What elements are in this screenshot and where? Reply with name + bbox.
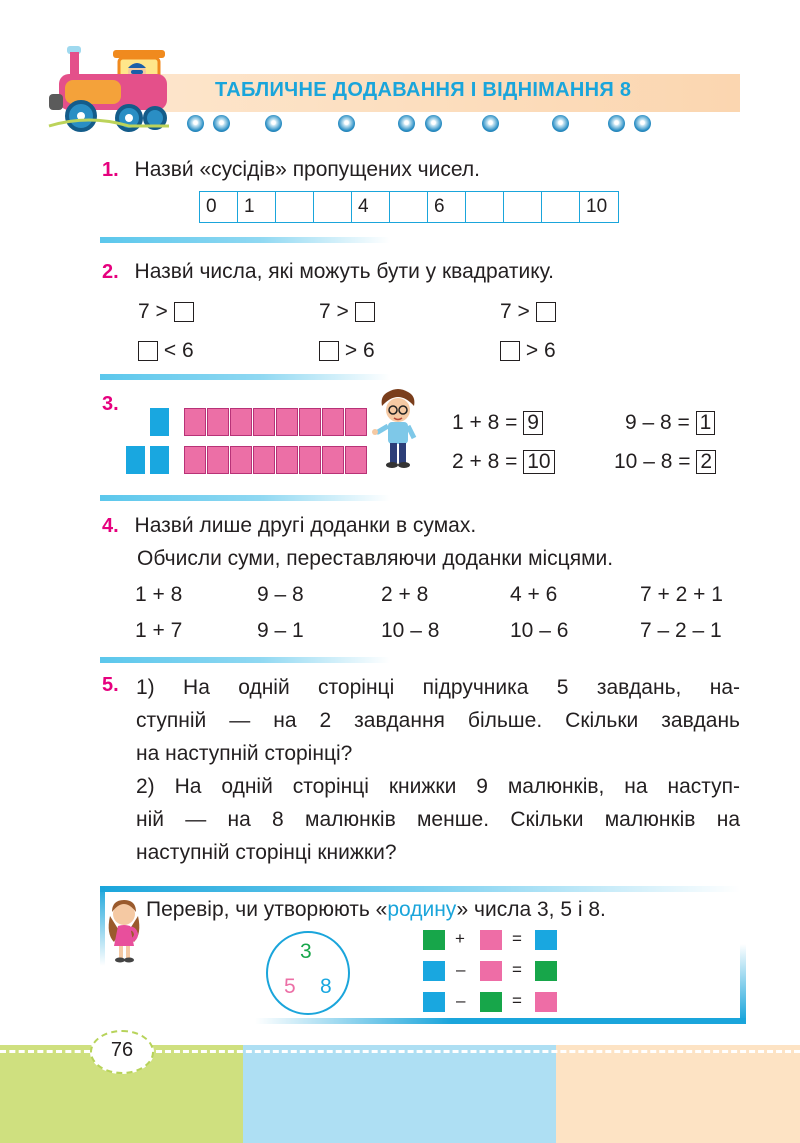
section-divider <box>100 374 390 380</box>
strip-cell <box>390 192 428 222</box>
check-box-border <box>100 886 740 892</box>
pink-tile <box>184 408 206 436</box>
section-divider <box>100 495 390 501</box>
footer-band-orange <box>556 1045 800 1143</box>
pink-tile <box>207 408 229 436</box>
task-text: Обчисли суми, переставляючи доданки місцями. <box>137 547 614 570</box>
pink-tile <box>276 408 298 436</box>
blue-tile <box>423 961 445 981</box>
page-number: 76 <box>110 1039 134 1061</box>
task-text: Назви́ лише другі доданки в сумах. <box>134 514 477 537</box>
check-prompt <box>146 897 606 923</box>
pink-tile <box>480 961 502 981</box>
wheel-icon <box>213 115 230 132</box>
inequality <box>319 299 375 325</box>
expression: 1 + 8 <box>135 583 183 606</box>
inequality-left: 7 > <box>138 300 168 323</box>
footer-dashes <box>0 1050 90 1053</box>
pink-tile <box>322 408 344 436</box>
equation-left: 9 – 8 = <box>625 411 690 434</box>
expression: 7 – 2 – 1 <box>640 619 722 642</box>
problem-line: 1) На одній сторінці підручника 5 завдань, на- <box>136 676 740 699</box>
task-number: 5. <box>102 674 119 696</box>
inequality-right: > 6 <box>525 339 556 362</box>
inequality <box>138 338 194 364</box>
strip-cell <box>504 192 542 222</box>
wheel-icon <box>265 115 282 132</box>
inequality <box>500 299 556 325</box>
pink-tile <box>480 930 502 950</box>
expression: 9 – 1 <box>257 619 304 642</box>
circle-number-right: 8 <box>320 975 332 998</box>
problem-line: на наступній сторінці? <box>136 742 353 765</box>
pink-tile <box>230 408 252 436</box>
expression: 2 + 8 <box>381 583 429 606</box>
strip-cell <box>276 192 314 222</box>
blue-tile <box>150 446 169 474</box>
task-number: 4. <box>102 515 119 537</box>
operator: = <box>512 929 522 948</box>
equation-left: 10 – 8 = <box>614 450 691 473</box>
strip-cell <box>542 192 580 222</box>
expression: 4 + 6 <box>510 583 558 606</box>
number-strip <box>199 191 619 223</box>
answer-square[interactable] <box>536 302 556 322</box>
inequality-right: < 6 <box>163 339 194 362</box>
pink-tile <box>345 408 367 436</box>
footer-dashes <box>156 1050 800 1053</box>
strip-cell: 10 <box>586 196 608 217</box>
expression: 7 + 2 + 1 <box>640 583 723 606</box>
blue-tile <box>150 408 169 436</box>
expression: 9 – 8 <box>257 583 304 606</box>
wheel-icon <box>552 115 569 132</box>
train-icon <box>45 36 175 136</box>
task-2 <box>102 259 554 285</box>
blue-tile <box>126 446 145 474</box>
problem-line: ступній — на 2 завдання більше. Скільки завдань <box>136 709 740 732</box>
strip-cell <box>466 192 504 222</box>
pink-tile <box>276 446 298 474</box>
equation-left: 1 + 8 = <box>452 411 518 434</box>
task-number: 2. <box>102 261 119 283</box>
wheel-icon <box>187 115 204 132</box>
strip-cell: 6 <box>428 192 466 222</box>
footer-band-blue <box>243 1045 556 1143</box>
wheel-icon <box>634 115 651 132</box>
answer-box: 9 <box>523 411 543 435</box>
check-text: » числа 3, 5 і 8. <box>456 898 606 921</box>
circle-number-left: 5 <box>284 975 296 998</box>
blue-tile <box>535 930 557 950</box>
operator: – <box>456 960 466 979</box>
expression: 10 – 8 <box>381 619 440 642</box>
pink-tile <box>299 446 321 474</box>
strip-cell: 4 <box>352 192 390 222</box>
problem-1 <box>136 671 740 869</box>
equation <box>452 450 555 474</box>
task-text: Назви́ «сусідів» пропущених чисел. <box>134 158 480 181</box>
check-box-border <box>740 944 746 1020</box>
operator: + <box>455 929 465 948</box>
strip-cell: 1 <box>238 192 276 222</box>
equation <box>625 411 715 435</box>
pink-tile <box>299 408 321 436</box>
operator: = <box>512 960 522 979</box>
operator: – <box>456 991 466 1010</box>
task-1 <box>102 157 480 183</box>
problem-line: ній — на 8 малюнків менше. Скільки малюнків на <box>136 808 740 831</box>
page-title: ТАБЛИЧНЕ ДОДАВАННЯ І ВІДНІМАННЯ 8 <box>215 79 632 101</box>
task-text: Назви́ числа, які можуть бути у квадратику. <box>134 260 554 283</box>
equation-left: 2 + 8 = <box>452 450 518 473</box>
green-tile <box>423 930 445 950</box>
task-4 <box>102 513 476 539</box>
pink-tile <box>535 992 557 1012</box>
green-tile <box>535 961 557 981</box>
expression: 10 – 6 <box>510 619 569 642</box>
strip-cell: 0 <box>200 192 238 222</box>
pink-tile <box>322 446 344 474</box>
answer-square[interactable] <box>500 341 520 361</box>
highlight-word: родину <box>387 898 457 921</box>
inequality <box>500 338 556 364</box>
blue-tile <box>423 992 445 1012</box>
pink-tile <box>253 408 275 436</box>
wheel-icon <box>425 115 442 132</box>
pink-tile <box>230 446 252 474</box>
answer-square[interactable] <box>319 341 339 361</box>
task-number: 1. <box>102 159 119 181</box>
check-box-border <box>255 1018 746 1024</box>
answer-square[interactable] <box>355 302 375 322</box>
equation <box>614 450 716 474</box>
inequality-right: > 6 <box>344 339 375 362</box>
pink-tile <box>207 446 229 474</box>
inequality <box>138 299 194 325</box>
wheel-icon <box>338 115 355 132</box>
answer-box: 10 <box>523 450 554 474</box>
answer-box: 2 <box>696 450 716 474</box>
strip-cell <box>314 192 352 222</box>
answer-square[interactable] <box>174 302 194 322</box>
section-divider <box>100 657 390 663</box>
inequality-left: 7 > <box>319 300 349 323</box>
wheel-icon <box>482 115 499 132</box>
section-divider <box>100 237 390 243</box>
problem-line: 2) На одній сторінці книжки 9 малюнків, на наступ- <box>136 775 740 798</box>
circle-number-top: 3 <box>300 940 312 963</box>
boy-character-icon <box>372 388 424 470</box>
check-text: Перевір, чи утворюють « <box>146 898 388 921</box>
inequality <box>319 338 375 364</box>
pink-tile <box>253 446 275 474</box>
girl-question-icon <box>104 896 144 964</box>
equation <box>452 411 543 435</box>
pink-tile <box>184 446 206 474</box>
expression: 1 + 7 <box>135 619 183 642</box>
pink-tile <box>345 446 367 474</box>
operator: = <box>512 991 522 1010</box>
wheel-icon <box>398 115 415 132</box>
green-tile <box>480 992 502 1012</box>
inequality-left: 7 > <box>500 300 530 323</box>
answer-box: 1 <box>696 411 716 435</box>
problem-line: наступній сторінці книжки? <box>136 841 397 864</box>
answer-square[interactable] <box>138 341 158 361</box>
task-number: 3. <box>102 393 119 415</box>
wheel-icon <box>608 115 625 132</box>
